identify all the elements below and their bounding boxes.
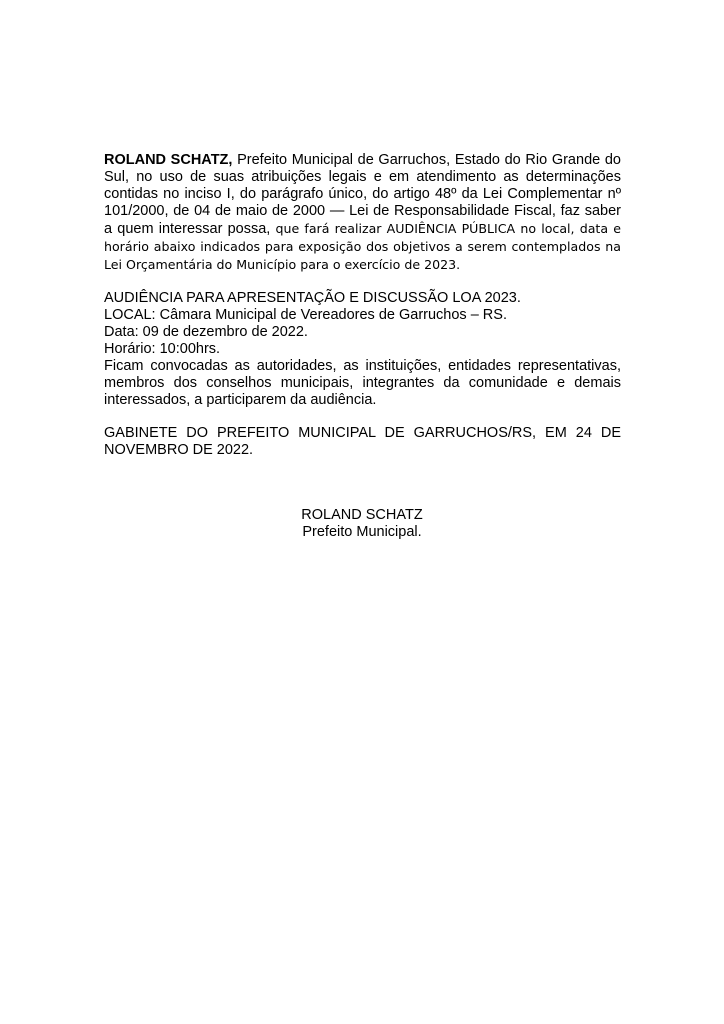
cabinet-line: GABINETE DO PREFEITO MUNICIPAL DE GARRUCHOS/RS, EM 24 DE NOVEMBRO DE 2022. [104,425,621,458]
hearing-title: AUDIÊNCIA PARA APRESENTAÇÃO E DISCUSSÃO LOA 2023. [104,290,521,306]
hearing-details [104,290,621,409]
convocation-text: Ficam convocadas as autoridades, as instituições, entidades representativas, membros dos conselhos municipais, integrantes da comunidade e demais interessados, a participarem da audiência. [104,358,621,408]
document-body [104,152,621,474]
signature-role: Prefeito Municipal. [302,524,422,540]
hearing-location: LOCAL: Câmara Municipal de Vereadores de Garruchos – RS. [104,307,507,323]
hearing-date: Data: 09 de dezembro de 2022. [104,324,308,340]
signature-name: ROLAND SCHATZ [301,507,423,523]
intro-text-b: que fará realizar AUDIÊNCIA PÚBLICA no local, data e horário abaixo indicados para exposição dos objetivos a serem contemplados na Lei Orçamentária do Município para o exercício de 2023. [104,221,622,272]
hearing-time: Horário: 10:00hrs. [104,341,221,357]
intro-paragraph [104,152,621,274]
mayor-name-bold: ROLAND SCHATZ, [104,152,233,168]
signature-block [0,507,724,541]
intro-text-a: Prefeito Municipal de Garruchos, Estado do Rio Grande do Sul, no uso de suas atribuições legais e em atendimento as determinações contidas no inciso I, do parágrafo único, do artigo 48º da Lei Complementar nº 101/2000, de 04 de maio de 2000 — Lei de Responsabilidade Fiscal, faz saber a quem interessar possa, [104,152,621,237]
